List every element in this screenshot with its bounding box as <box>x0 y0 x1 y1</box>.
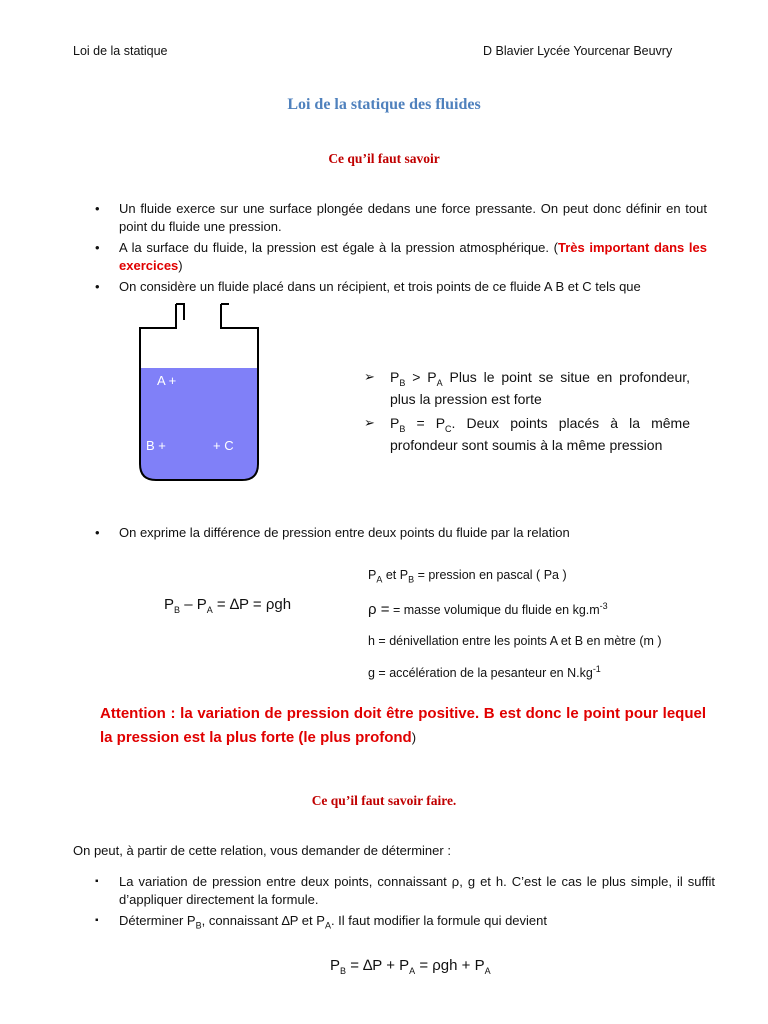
bullet-list-1 <box>95 200 707 299</box>
header-left: Loi de la statique <box>73 44 168 58</box>
square-list <box>95 873 715 933</box>
pressure-equality: $P_B = P_C$ <box>390 415 452 434</box>
final-formula: $P_B = \Delta P + P_A = \rho gh + P_A$ <box>330 957 491 976</box>
bullet-dot-icon: • <box>95 201 100 216</box>
bullet-text: Un fluide exerce sur une surface plongée dedans une force pressante. On peut donc définir en tout point du fluide une pression. <box>119 201 707 234</box>
bullet-item <box>95 524 707 542</box>
arrow-text: Plus le point se situe en profondeur, plus la pression est forte <box>390 369 691 407</box>
important-note: Très important dans les exercices <box>119 240 707 273</box>
square-bullet-icon: ▪ <box>95 876 99 887</box>
bullet-text: On exprime la différence de pression entre deux points du fluide par la relation <box>119 525 570 540</box>
list-item-text: Déterminer $P_B$, connaissant ∆P et $P_A$. Il faut modifier la formule qui devient <box>119 913 548 931</box>
legend-line-gravity: g = accélération de la pesanteur en $N.kg^{-1}$ <box>368 663 601 680</box>
bullet-dot-icon: • <box>95 279 100 294</box>
page-title: Loi de la statique des fluides <box>287 96 481 113</box>
arrow-list <box>364 366 690 458</box>
list-item <box>95 912 715 930</box>
list-item-text: La variation de pression entre deux points, connaissant ρ, g et h. C’est le cas le plus simple, il suffit d’appliquer directement la formule. <box>119 874 715 907</box>
point-b-label: B + <box>146 438 166 453</box>
bullet-text-close: ) <box>178 258 183 273</box>
legend-line-pressure: $P_A$ et $P_B$ = pression en pascal ( Pa ) <box>368 568 567 585</box>
list-item <box>95 873 715 909</box>
point-c-label: + C <box>213 438 234 453</box>
bullet-list-2 <box>95 524 707 545</box>
bullet-dot-icon: • <box>95 240 100 255</box>
bullet-text: A la surface du fluide, la pression est égale à la pression atmosphérique. ( <box>119 240 558 255</box>
legend-line-density: ρ = = masse volumique du fluide en $kg.m^{-3}$ <box>368 600 608 618</box>
header-right: D Blavier Lycée Yourcenar Beuvry <box>483 44 673 58</box>
container-neck-left <box>176 304 184 320</box>
bullet-item <box>95 239 707 275</box>
arrow-item-1 <box>364 366 690 410</box>
arrow-bullet-icon: ➢ <box>364 415 375 430</box>
arrow-bullet-icon: ➢ <box>364 369 375 384</box>
bullet-item <box>95 200 707 236</box>
section-heading-savoir: Ce qu’il faut savoir <box>328 151 440 166</box>
bullet-text: On considère un fluide placé dans un récipient, et trois points de ce fluide A B et C tels que <box>119 279 641 294</box>
point-a-label: A + <box>157 373 177 388</box>
attention-note: Attention : la variation de pression doit être positive. B est donc le point pour lequel la pression est la plus forte (le plus profond) <box>100 705 706 746</box>
arrow-text: . Deux points placés à la même profondeur sont soumis à la même pression <box>390 415 690 453</box>
main-formula: $P_B - P_A = \Delta P = \rho gh$ <box>164 596 292 615</box>
section-heading-savoir-faire: Ce qu’il faut savoir faire. <box>311 793 457 808</box>
pressure-comparison: $P_B > P_A$ <box>390 369 443 388</box>
square-bullet-icon: ▪ <box>95 915 99 926</box>
legend-line-height: h = dénivellation entre les points A et B en mètre (m ) <box>368 634 662 648</box>
bullet-item <box>95 278 707 296</box>
bullet-dot-icon: • <box>95 525 100 540</box>
container-diagram <box>130 298 270 490</box>
section2-intro: On peut, à partir de cette relation, vous demander de déterminer : <box>73 843 451 858</box>
arrow-item-2 <box>364 412 690 456</box>
